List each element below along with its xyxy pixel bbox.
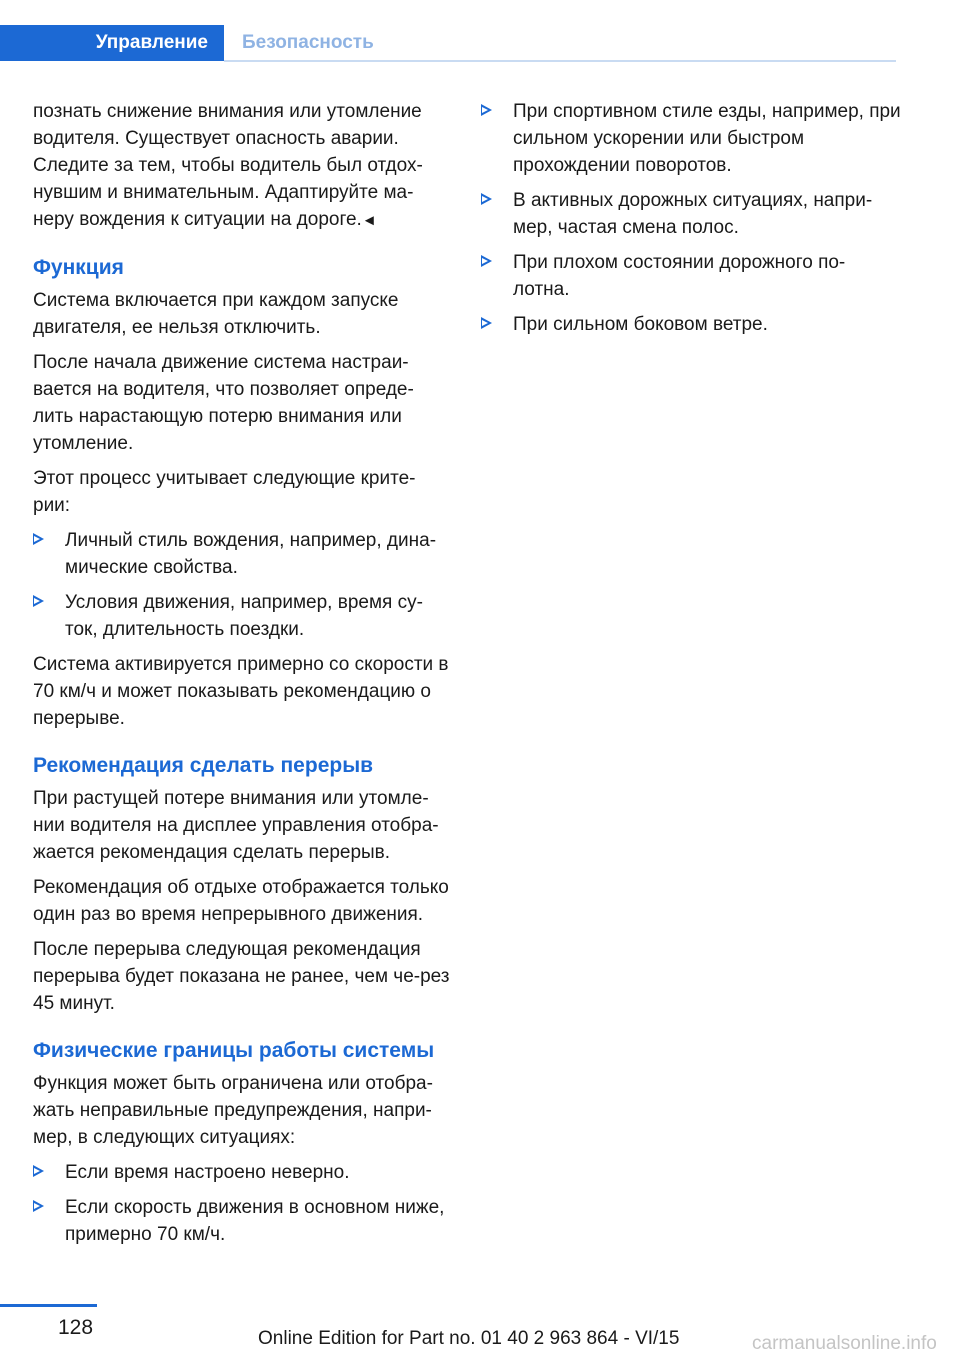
break-paragraph-2: Рекомендация об отдыхе отображается только один раз во время непрерывного движения. (33, 877, 449, 925)
intro-paragraph (33, 98, 451, 234)
header-tab-safety[interactable]: Безопасность (242, 32, 374, 53)
function-paragraph-2: После начала движение система настраи-вается на водителя, что позволяет опреде-лить нарастающую потерю внимания или утомление. (33, 352, 414, 454)
list-item (481, 249, 901, 303)
function-criteria-list (33, 527, 451, 643)
list-item (33, 589, 451, 643)
page-header (0, 0, 960, 64)
header-tab-control[interactable]: Управление (0, 25, 224, 61)
end-mark-icon: ◄ (361, 212, 377, 229)
triangle-bullet-icon (481, 193, 492, 205)
triangle-bullet-icon (33, 1165, 44, 1177)
section-title-break: Рекомендация сделать перерыв (33, 754, 374, 777)
limits-list-left (33, 1159, 451, 1248)
function-paragraph-1: Система включается при каждом запуске двигателя, ее нельзя отключить. (33, 290, 399, 338)
list-item-text: Если скорость движения в основном ниже, примерно 70 км/ч. (65, 1197, 445, 1245)
list-item (33, 527, 451, 581)
list-item (33, 1194, 451, 1248)
list-item-text: При спортивном стиле езды, например, при сильном ускорении или быстром прохождении поворотов. (513, 101, 901, 176)
list-item-text: Условия движения, например, время су-ток, длительность поездки. (65, 592, 423, 640)
list-item-text: При плохом состоянии дорожного по-лотна. (513, 252, 846, 300)
triangle-bullet-icon (33, 1200, 44, 1212)
intro-text: познать снижение внимания или утомление водителя. Существует опасность аварии. Следите за тем, чтобы водитель был отдох-нувшим и внимательным. Адаптируйте ма-неру вождения к ситуации на дороге. (33, 101, 423, 230)
footer-divider (0, 1304, 97, 1307)
triangle-bullet-icon (33, 595, 44, 607)
section-title-limits: Физические границы работы системы (33, 1039, 435, 1062)
triangle-bullet-icon (481, 104, 492, 116)
function-paragraph-4: Система активируется примерно со скорости в 70 км/ч и может показывать рекомендацию о перерыве. (33, 654, 449, 729)
list-item (481, 311, 901, 338)
right-column (481, 98, 901, 346)
list-item (481, 98, 901, 179)
list-item-text: Если время настроено неверно. (65, 1162, 350, 1183)
page-number: 128 (58, 1316, 94, 1339)
list-item-text: Личный стиль вождения, например, дина-мические свойства. (65, 530, 437, 578)
list-item-text: При сильном боковом ветре. (513, 314, 768, 335)
function-paragraph-3: Этот процесс учитывает следующие крите-рии: (33, 468, 416, 516)
break-paragraph-3: После перерыва следующая рекомендация перерыва будет показана не ранее, чем че-рез 45 минут. (33, 939, 450, 1014)
list-item-text: В активных дорожных ситуациях, напри-мер, частая смена полос. (513, 190, 873, 238)
triangle-bullet-icon (481, 255, 492, 267)
left-column (33, 98, 451, 1256)
list-item (481, 187, 901, 241)
limits-list-right (481, 98, 901, 338)
limits-paragraph-1: Функция может быть ограничена или отобра-жать неправильные предупреждения, напри-мер, в следующих ситуациях: (33, 1073, 433, 1148)
header-divider (224, 60, 896, 62)
triangle-bullet-icon (481, 317, 492, 329)
list-item (33, 1159, 451, 1186)
triangle-bullet-icon (33, 533, 44, 545)
break-paragraph-1: При растущей потере внимания или утомле-нии водителя на дисплее управления отобра-жается рекомендация сделать перерыв. (33, 788, 439, 863)
section-title-function: Функция (33, 256, 124, 279)
watermark: carmanualsonline.info (752, 1333, 937, 1354)
edition-footer: Online Edition for Part no. 01 40 2 963 864 - VI/15 (258, 1328, 680, 1349)
